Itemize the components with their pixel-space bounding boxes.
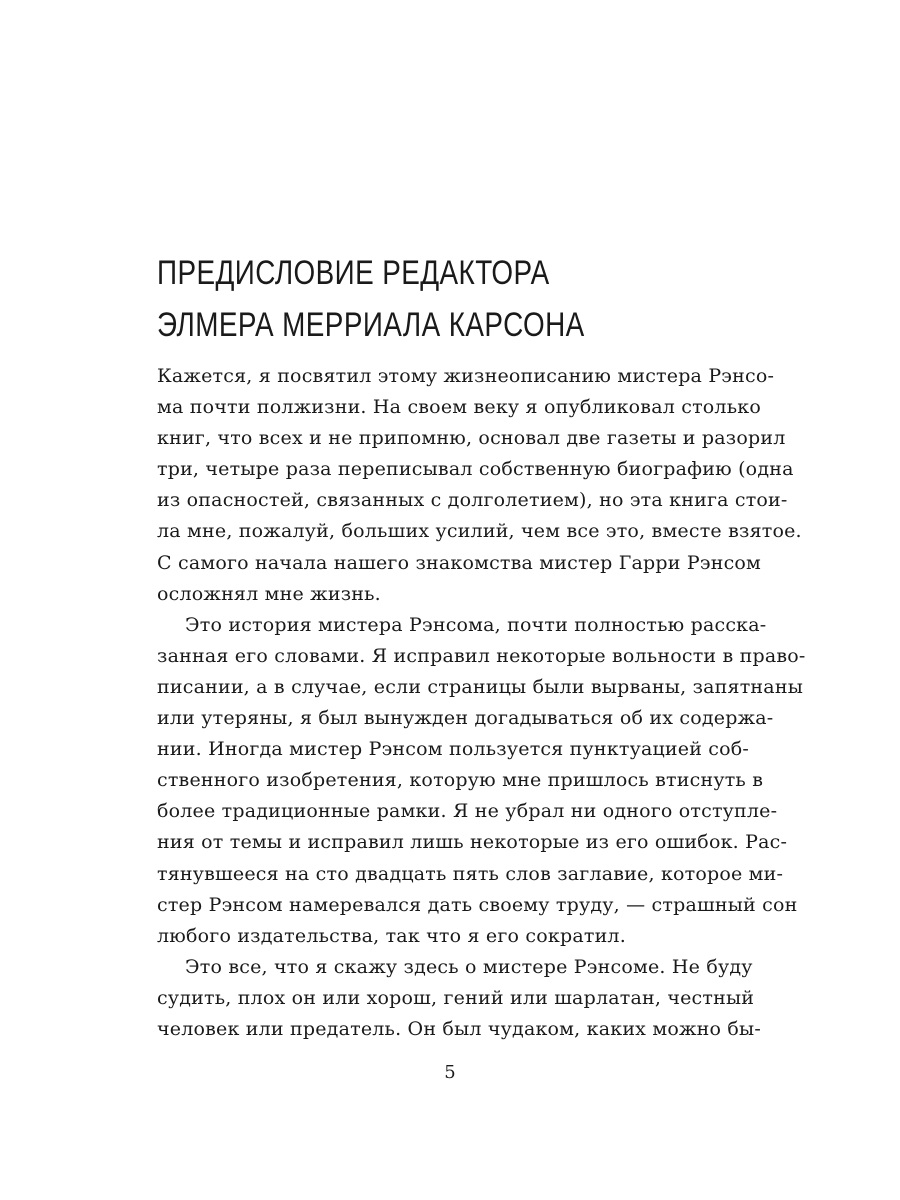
text-line: человек или предатель. Он был чудаком, каких можно бы- [157,1017,761,1040]
text-line: ма почти полжизни. На своем веку я опубликовал столько [157,396,761,419]
text-line: три, четыре раза переписывал собственную биографию (одна [157,458,794,481]
text-line: судить, плох он или хорош, гений или шарлатан, честный [157,986,755,1009]
text-line: или утеряны, я был вынужден догадываться об их содержа- [157,707,774,730]
text-line: осложнял мне жизнь. [157,582,381,605]
text-line: книг, что всех и не припомню, основал две газеты и разорил [157,427,786,450]
text-line: ния от темы и исправил лишь некоторые из его ошибок. Рас- [157,831,788,854]
paragraph [157,361,802,610]
chapter-title [157,247,649,351]
text-line: Это история мистера Рэнсома, почти полностью расска- [185,613,767,636]
body-text [157,361,806,1045]
text-line: ственного изобретения, которую мне пришлось втиснуть в [157,769,764,792]
text-line: из опасностей, связанных с долголетием), но эта книга стои- [157,489,788,512]
chapter-title-line: ЭЛМЕРА МЕРРИАЛА КАРСОНА [157,306,585,344]
chapter-title-line: ПРЕДИСЛОВИЕ РЕДАКТОРА [157,254,550,292]
text-line: ла мне, пожалуй, больших усилий, чем все это, вместе взятое. [157,520,802,543]
text-line: занная его словами. Я исправил некоторые вольности в право- [157,644,806,667]
paragraph [157,952,761,1045]
text-line: Это все, что я скажу здесь о мистере Рэнсоме. Не буду [185,955,753,978]
page-number: 5 [444,1062,456,1083]
paragraph [157,610,806,952]
text-line: Кажется, я посвятил этому жизнеописанию мистера Рэнсо- [157,365,775,387]
text-line: писании, а в случае, если страницы были вырваны, запятнаны [157,675,804,698]
text-line: любого издательства, так что я его сократил. [157,924,626,947]
text-line: С самого начала нашего знакомства мистер Гарри Рэнсом [157,551,762,574]
text-line: тянувшееся на сто двадцать пять слов заглавие, которое ми- [157,862,784,885]
text-line: стер Рэнсом намеревался дать своему труду, — страшный сон [157,893,798,916]
text-line: нии. Иногда мистер Рэнсом пользуется пунктуацией соб- [157,738,750,761]
text-line: более традиционные рамки. Я не убрал ни одного отступле- [157,800,778,823]
